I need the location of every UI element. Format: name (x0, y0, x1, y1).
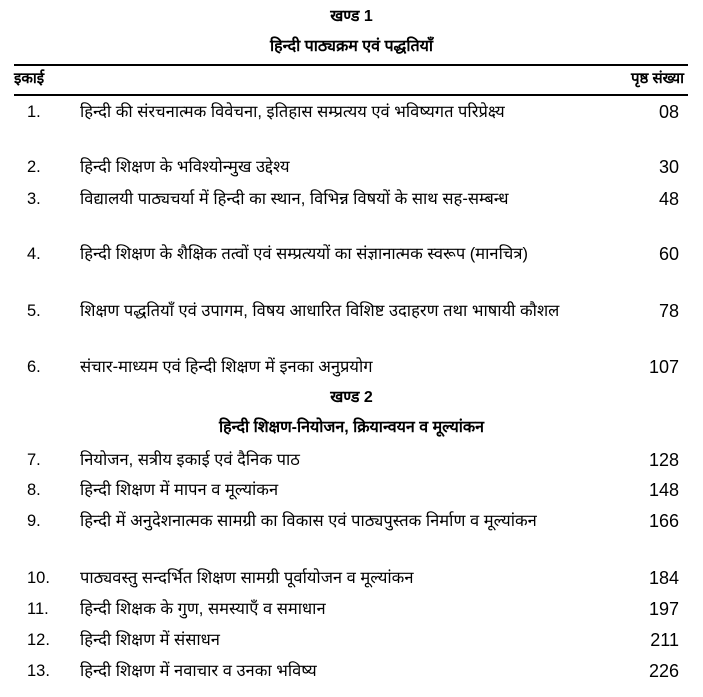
entry-page-number: 166 (648, 511, 679, 531)
entry-page-number: 08 (658, 102, 679, 122)
entry-number: 9. (27, 512, 41, 530)
section-2-title: हिन्दी शिक्षण-नियोजन, क्रियान्वयन व मूल्यांकन (218, 419, 485, 436)
header-top-rule (14, 64, 688, 66)
entry-title: हिन्दी में अनुदेशनात्मक सामग्री का विकास एवं पाठ्यपुस्तक निर्माण व मूल्यांकन (80, 512, 537, 530)
page-number-column-header: पृष्ठ संख्या (630, 70, 684, 87)
entry-title: विद्यालयी पाठ्यचर्या में हिन्दी का स्थान, विभिन्न विषयों के साथ सह-सम्बन्ध (80, 190, 509, 208)
section-1-label: खण्ड 1 (330, 8, 373, 25)
entry-number: 2. (27, 158, 41, 176)
entry-title: संचार-माध्यम एवं हिन्दी शिक्षण में इनका अनुप्रयोग (80, 358, 373, 376)
entry-title: पाठ्यवस्तु सन्दर्भित शिक्षण सामग्री पूर्वायोजन व मूल्यांकन (80, 569, 414, 587)
entry-number: 6. (27, 358, 41, 376)
header-bottom-rule (14, 94, 688, 96)
entry-page-number: 128 (648, 450, 679, 470)
entry-page-number: 211 (650, 630, 679, 650)
entry-title: हिन्दी शिक्षण में नवाचार व उनका भविष्य (80, 662, 317, 680)
entry-title: हिन्दी की संरचनात्मक विवेचना, इतिहास सम्प्रत्यय एवं भविष्यगत परिप्रेक्ष्य (80, 103, 505, 121)
entry-number: 10. (27, 569, 50, 587)
entry-page-number: 107 (648, 357, 679, 377)
entry-title: हिन्दी शिक्षण के शैक्षिक तत्वों एवं सम्प्रत्ययों का संज्ञानात्मक स्वरूप (मानचित्र) (80, 245, 528, 263)
entry-number: 8. (27, 481, 41, 499)
entry-number: 4. (27, 245, 41, 263)
entry-title: हिन्दी शिक्षण के भविश्योन्मुख उद्देश्य (80, 158, 290, 176)
entry-number: 13. (27, 662, 50, 680)
entry-number: 1. (27, 103, 41, 121)
entry-title: शिक्षण पद्धतियाँ एवं उपागम, विषय आधारित विशिष्ट उदाहरण तथा भाषायी कौशल (80, 302, 560, 320)
entry-title: हिन्दी शिक्षण में मापन व मूल्यांकन (80, 481, 279, 499)
unit-column-header: इकाई (14, 70, 45, 87)
entry-page-number: 197 (648, 599, 679, 619)
table-header (14, 68, 688, 90)
section-2-label: खण्ड 2 (330, 389, 373, 406)
entry-page-number: 60 (658, 244, 679, 264)
entry-page-number: 148 (648, 480, 679, 500)
entry-title: नियोजन, सत्रीय इकाई एवं दैनिक पाठ (80, 451, 300, 469)
entry-number: 7. (27, 451, 41, 469)
entry-page-number: 226 (648, 661, 679, 681)
entry-page-number: 184 (648, 568, 679, 588)
entry-title: हिन्दी शिक्षण में संसाधन (80, 631, 220, 649)
entry-number: 12. (27, 631, 50, 649)
entry-page-number: 48 (658, 189, 679, 209)
entry-page-number: 78 (658, 301, 679, 321)
entry-number: 3. (27, 190, 41, 208)
entry-number: 5. (27, 302, 41, 320)
entry-title: हिन्दी शिक्षक के गुण, समस्याएँ व समाधान (80, 600, 326, 618)
section-1-title: हिन्दी पाठ्यक्रम एवं पद्धतियाँ (269, 38, 434, 55)
entry-number: 11. (27, 600, 49, 618)
entry-page-number: 30 (658, 157, 679, 177)
